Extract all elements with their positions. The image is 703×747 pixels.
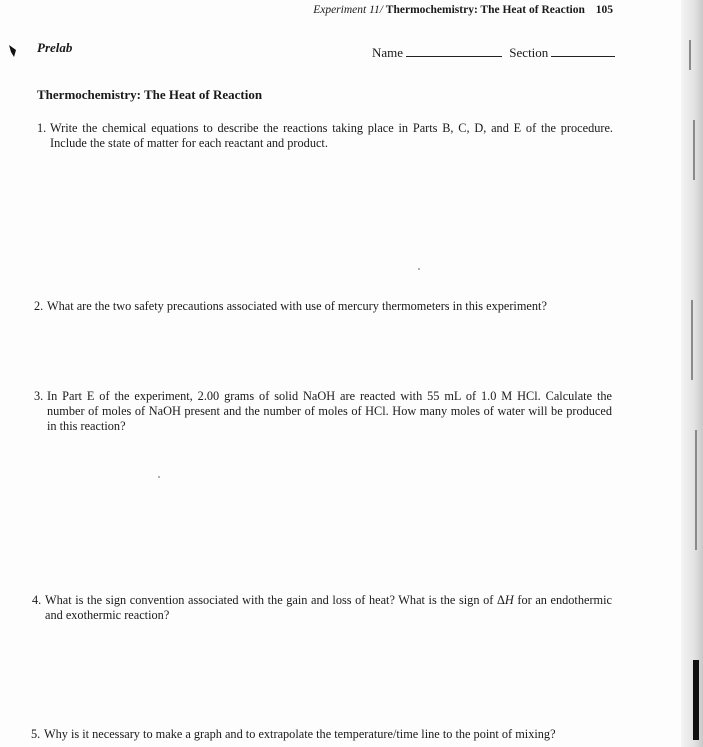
arrow-bullet-icon <box>8 44 17 58</box>
page-number: 105 <box>595 4 613 16</box>
question-text: Why is it necessary to make a graph and to extrapolate the temperature/time line to the point of mixing? <box>44 727 556 741</box>
question-text: Write the chemical equations to describe the reactions taking place in Parts B, C, D, and E of the procedure. Include the state of matter for each reactant and product. <box>50 121 613 150</box>
scan-shadow-edge <box>681 0 703 747</box>
scan-speck <box>689 40 691 70</box>
question-1 <box>37 121 613 151</box>
question-text: What are the two safety precautions associated with use of mercury thermometers in this experiment? <box>47 299 547 313</box>
name-section-row <box>372 44 615 61</box>
section-blank[interactable] <box>551 44 615 57</box>
question-number: 5. <box>31 727 41 741</box>
question-text: In Part E of the experiment, 2.00 grams of solid NaOH are reacted with 55 mL of 1.0 M HCl. Calculate the number of moles of NaOH present and the number of moles of HCl. How many moles of water will be produced in this reaction? <box>47 389 612 433</box>
question-5 <box>31 727 611 742</box>
running-header <box>313 4 613 16</box>
question-number: 4. <box>32 593 42 607</box>
scan-speck <box>158 476 160 478</box>
question-text <box>45 593 612 623</box>
header-title: Thermochemistry: The Heat of Reaction <box>385 4 585 16</box>
name-label: Name <box>372 45 404 60</box>
binding-shadow <box>693 660 699 740</box>
header-experiment: Experiment 11/ <box>313 4 383 16</box>
section-label: Section <box>509 45 549 60</box>
name-blank[interactable] <box>406 44 502 57</box>
question-text-part: for an endothermic and exothermic reaction? <box>45 593 612 622</box>
scan-speck <box>695 430 697 550</box>
document-title: Thermochemistry: The Heat of Reaction <box>37 87 263 102</box>
question-number: 1. <box>37 121 47 135</box>
question-2 <box>34 299 614 314</box>
question-3 <box>34 389 612 434</box>
scan-speck <box>691 300 693 380</box>
question-number: 2. <box>34 299 44 313</box>
scan-speck <box>418 268 420 270</box>
enthalpy-symbol: H <box>504 593 514 607</box>
delta-symbol: Δ <box>496 593 505 607</box>
question-4 <box>32 593 612 623</box>
prelab-label: Prelab <box>37 40 73 55</box>
question-number: 3. <box>34 389 44 403</box>
question-text-part: What is the sign convention associated with the gain and loss of heat? What is the sign of <box>45 593 497 607</box>
scan-speck <box>693 120 695 180</box>
